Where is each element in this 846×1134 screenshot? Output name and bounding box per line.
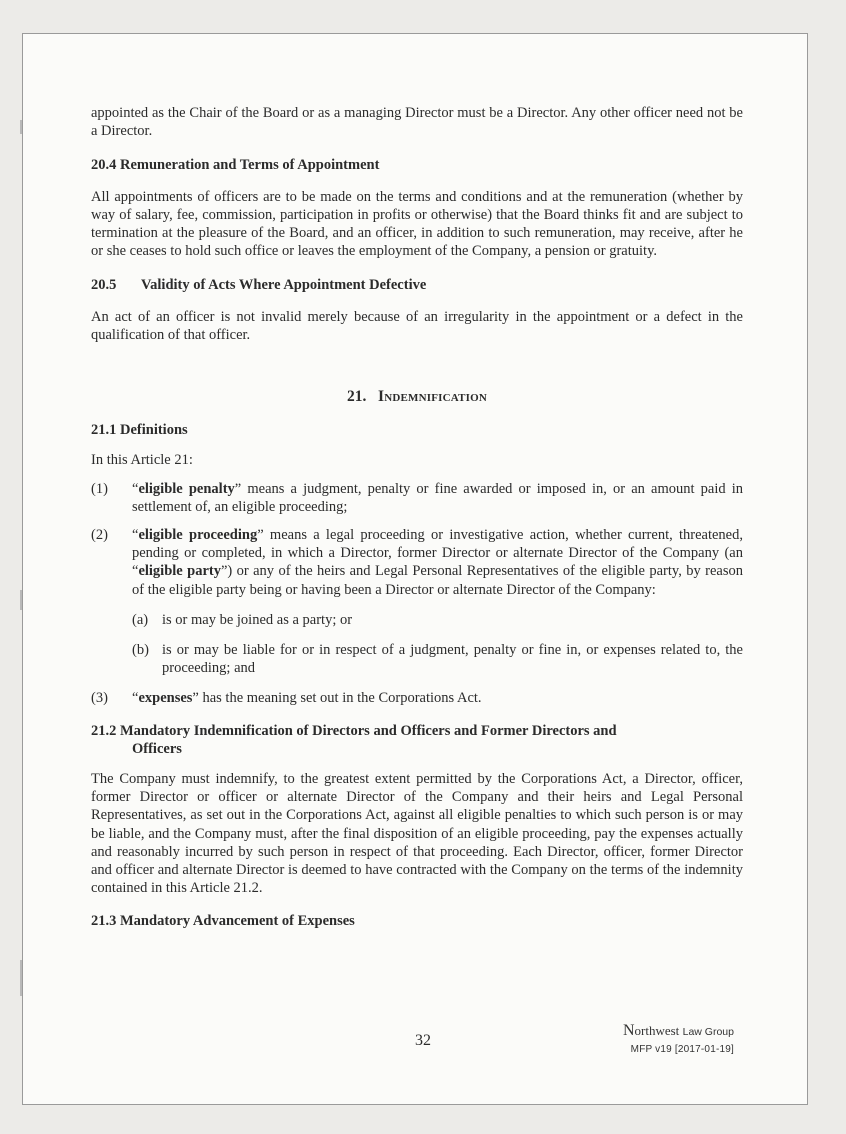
version-label: MFP v19 [2017-01-19] [630,1044,734,1055]
section-20-5-heading [91,276,743,294]
sub-item [91,641,743,677]
section-number: 21.3 [91,912,117,929]
sub-item-label: (a) [132,611,149,628]
defined-term: eligible proceeding [138,527,258,544]
section-title: Remuneration and Terms of Appointment [120,157,380,174]
section-21-1-heading [91,421,743,439]
section-21-2-body: The Company must indemnify, to the greatest extent permitted by the Corporations Act, a Director, officer, former Director or officer or alternate Director of the Company and their heirs and Legal Personal Representatives, as set out in the Corporations Act, against all eligible penalties to which such person is or may be liable, and the Company must, after the final disposition of an eligible proceeding, pay the expenses actually and reasonably incurred by such person in respect of that proceeding. Each Director, officer, former Director and officer and alternate Director is deemed to have contracted with the Company on the terms of the indemnity contained in this Article 21.2. [91,771,743,897]
section-20-4-heading [91,156,743,174]
section-title: Validity of Acts Where Appointment Defective [141,277,427,294]
page-content [91,104,743,943]
section-21-3-heading [91,912,743,930]
definition-item [91,480,743,516]
sub-item-text: is or may be joined as a party; or [162,611,353,628]
section-number: 21.2 [91,722,117,739]
defined-term: expenses [138,690,193,707]
item-text: “eligible penalty” means a judgment, penalty or fine awarded or imposed in, or an amount paid in settlement of, an eligible proceeding; [132,480,743,515]
article-number: 21. [346,388,367,406]
definition-item [91,689,743,707]
article-title: Indemnification [377,388,488,406]
page-number: 32 [415,1032,431,1049]
brand-name: Northwest Law Group [622,1022,734,1039]
section-number: 20.4 [91,157,117,174]
definition-item [91,526,743,599]
document-page [22,33,808,1105]
sub-item [91,611,743,629]
section-title: Mandatory Indemnification of Directors and Officers and Former Directors and [120,722,617,739]
sub-item-label: (b) [132,642,149,659]
item-label: (2) [91,527,108,544]
item-text: “eligible proceeding” means a legal proceeding or investigative action, whether current, threatened, pending or completed, in which a Director, former Director or alternate Director of the Company (an “eligible party”) or any of the heirs and Legal Personal Representatives of the eligible party, by reason of the eligible party being or having been a Director or alternate Director of the Company: [132,527,743,598]
sub-item-text: is or may be liable for or in respect of a judgment, penalty or fine in, or expenses related to, the proceeding; and [162,642,743,677]
section-title: Definitions [120,422,188,439]
section-20-5-body: An act of an officer is not invalid merely because of an irregularity in the appointment or a defect in the qualification of that officer. [91,308,743,343]
item-label: (1) [91,480,108,497]
item-text: “expenses” has the meaning set out in the Corporations Act. [132,690,482,707]
section-20-4-body: All appointments of officers are to be made on the terms and conditions and at the remuneration (whether by way of salary, fee, commission, participation in profits or otherwise) that the Board thinks fit and are subject to termination at the pleasure of the Board, and an officer, in addition to such remuneration, may receive, after he or she ceases to hold such office or leaves the employment of the Company, a pension or gratuity. [91,188,743,260]
section-title: Mandatory Advancement of Expenses [120,912,355,929]
footer-brand [623,1022,734,1055]
intro-paragraph: appointed as the Chair of the Board or as a managing Director must be a Director. Any other officer need not be a Director. [91,105,743,140]
item-label: (3) [91,690,108,707]
section-number: 21.1 [91,422,117,439]
section-title-continued: Officers [132,740,182,757]
section-number: 20.5 [91,277,117,294]
defined-term: eligible party [138,563,221,580]
definitions-lead: In this Article 21: [91,452,193,469]
article-21-heading [91,388,743,406]
defined-term: eligible penalty [138,480,235,497]
section-21-2-heading [91,722,743,758]
